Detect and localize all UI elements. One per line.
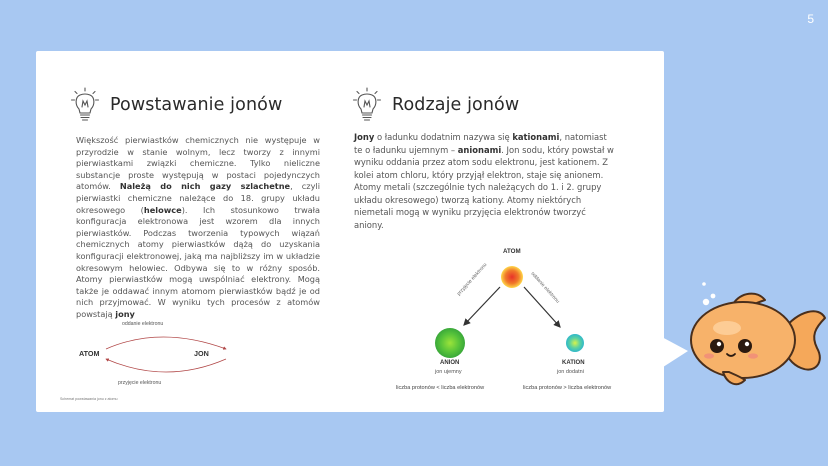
top-arc-arrow bbox=[106, 337, 226, 349]
anion-label: ANION bbox=[440, 360, 460, 366]
left-body-text bbox=[76, 135, 320, 321]
right-text-1: o ładunku dodatnim nazywa się bbox=[374, 132, 513, 142]
cation-sphere bbox=[566, 334, 584, 352]
diagram-bottom-label: przyjęcie elektronu bbox=[118, 380, 162, 386]
lightbulb-icon bbox=[352, 87, 382, 123]
atom-sphere bbox=[501, 266, 523, 288]
right-arrow-label: oddanie elektronu bbox=[529, 271, 561, 305]
diagram-footnote: Schemat powstawania jonu z atomu bbox=[60, 397, 118, 401]
ion-types-diagram bbox=[352, 247, 664, 397]
right-body-text bbox=[354, 131, 616, 231]
goldfish-mascot bbox=[683, 288, 828, 396]
left-heading bbox=[70, 87, 282, 123]
anion-rule: liczba protonów < liczba elektronów bbox=[396, 385, 485, 391]
left-arrow-label: przyjęcie elektronu bbox=[456, 262, 489, 298]
anion-sublabel: jon ujemny bbox=[435, 369, 462, 375]
cation-label: KATION bbox=[562, 360, 585, 366]
left-text-3: ). Ich stosunkowo trwała konfiguracja elektronowa jest wzorem dla innych pierwiastków. Podczas tworzenia typowych wiązań chemicznych atomy pierwiastków dążą do uzyskania konfiguracji elektronowej, jaką ma najbliższy im w układzie okresowym helowiec. Odbywa się to w różny sposób. Atomy pierwiastków mogą uwspólniać elektrony. Mogą także je oddawać innym atomom pierwiastków bądź je od nich przyjmować. W wyniku tych procesów z atomów powstają bbox=[76, 204, 320, 319]
cation-sublabel: jon dodatni bbox=[557, 369, 584, 375]
lightbulb-icon bbox=[70, 87, 100, 123]
cation-rule: liczba protonów > liczba elektronów bbox=[523, 385, 612, 391]
left-title: Powstawanie jonów bbox=[110, 95, 283, 115]
right-bold-anions: anionami bbox=[457, 144, 502, 155]
right-text-3: . Jon sodu, który powstał w wyniku oddania przez atom sodu elektronu, jest kationem. Z kolei atom chloru, który przyjął elektron, staje się anionem. Atomy metali (szczególnie tych należących do 1. i 2. grupy układu okresowego) tworzą kationy. Atomy niektórych niemetali mogą w wyniku przyjęcia elektronów tworzyć aniony. bbox=[354, 144, 614, 230]
ion-atom-label: ATOM bbox=[503, 248, 521, 255]
right-bold-cations: kationami bbox=[512, 132, 560, 142]
bottom-arc-arrow bbox=[106, 359, 226, 372]
right-heading bbox=[352, 87, 519, 123]
diagram-atom-label: ATOM bbox=[79, 349, 100, 358]
right-bold-ions: Jony bbox=[354, 132, 375, 142]
diagram-ion-label: JON bbox=[194, 349, 209, 358]
page-number: 5 bbox=[807, 12, 814, 26]
left-bold-noble-gases: Należą do nich gazy szlachetne bbox=[119, 181, 291, 192]
right-title: Rodzaje jonów bbox=[392, 95, 520, 115]
right-text-2: , natomiast te o ładunku ujemnym – bbox=[354, 132, 607, 155]
left-text-1: Większość pierwiastków chemicznych nie występuje w przyrodzie w stanie wolnym, lecz tworzy z innymi pierwiastkami związki chemiczne. Tylko nieliczne substancje proste występują w postaci pojedynczych atomów. bbox=[76, 135, 320, 192]
anion-arrow bbox=[464, 287, 500, 325]
left-bold-ions: jony bbox=[115, 308, 135, 319]
diagram-top-label: oddanie elektronu bbox=[122, 321, 164, 327]
atom-ion-diagram bbox=[76, 325, 276, 395]
anion-sphere bbox=[435, 328, 465, 358]
left-bold-helium-group: helowce bbox=[143, 204, 182, 215]
left-text-2: , czyli pierwiastki chemiczne należące do 18. grupy układu okresowego ( bbox=[76, 181, 320, 215]
slide-card bbox=[36, 51, 664, 412]
